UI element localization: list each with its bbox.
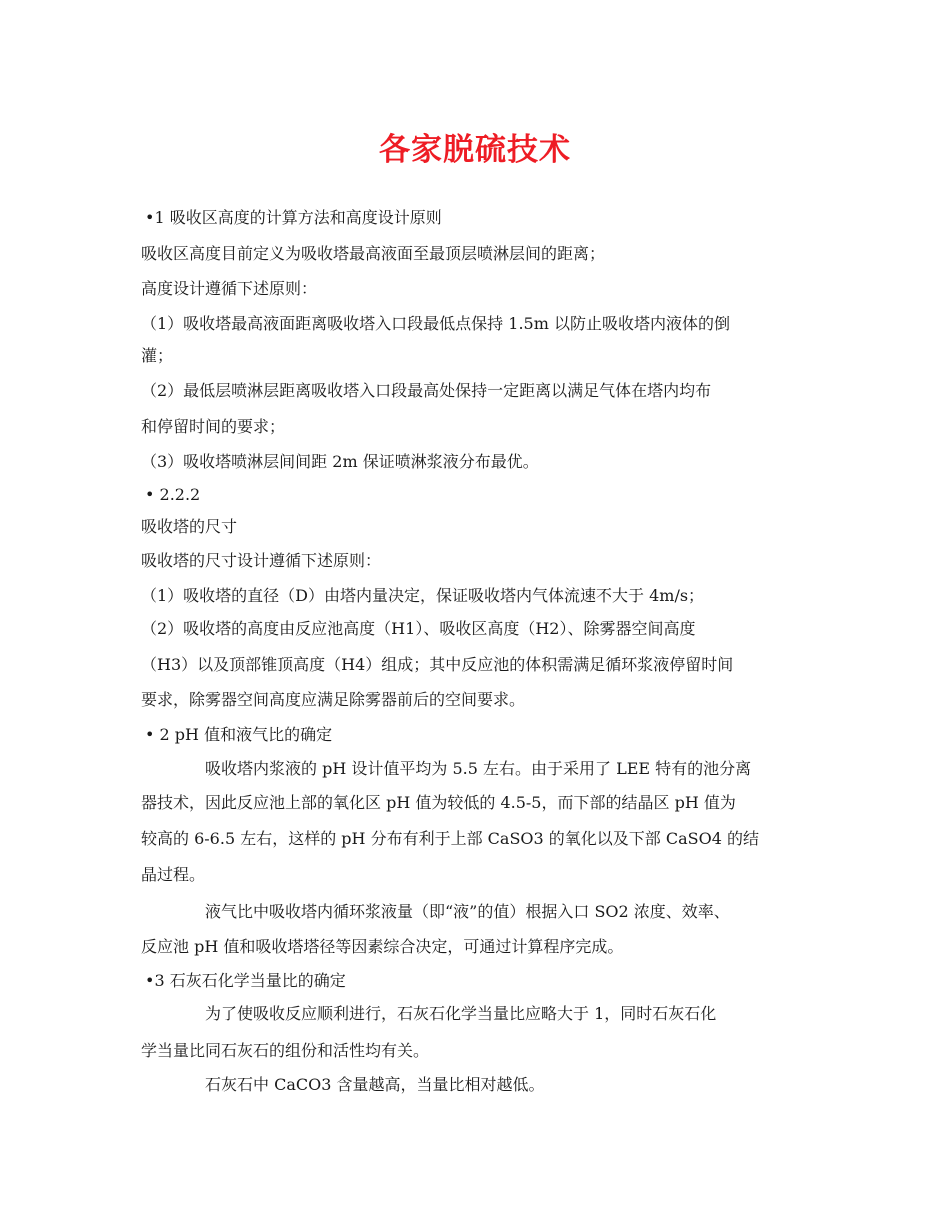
paragraph-line: 反应池 pH 值和吸收塔塔径等因素综合决定，可通过计算程序完成。 <box>141 937 624 956</box>
list-item-line: （2）最低层喷淋层距离吸收塔入口段最高处保持一定距离以满足气体在塔内均布 <box>141 381 712 400</box>
list-item-line: 灌； <box>141 346 174 365</box>
list-item-line: （2）吸收塔的高度由反应池高度（H1）、吸收区高度（H2）、除雾器空间高度 <box>141 619 696 638</box>
paragraph-line: 吸收塔的尺寸 <box>141 517 238 536</box>
paragraph-line: 吸收塔的尺寸设计遵循下述原则： <box>141 551 382 570</box>
paragraph-line: 吸收区高度目前定义为吸收塔最高液面至最顶层喷淋层间的距离； <box>141 244 606 263</box>
section-heading-1: •1 吸收区高度的计算方法和高度设计原则 <box>145 208 442 227</box>
list-item-line: 要求，除雾器空间高度应满足除雾器前后的空间要求。 <box>141 690 526 709</box>
paragraph-line: 晶过程。 <box>141 865 206 884</box>
paragraph-line: 吸收塔内浆液的 pH 设计值平均为 5.5 左右。由于采用了 LEE 特有的池分离 <box>205 759 752 778</box>
section-heading-4: •3 石灰石化学当量比的确定 <box>145 971 346 990</box>
document-title: 各家脱硫技术 <box>379 132 571 168</box>
list-item-line: （H3）以及顶部锥顶高度（H4）组成；其中反应池的体积需满足循环浆液停留时间 <box>141 655 734 674</box>
paragraph-line: 学当量比同石灰石的组份和活性均有关。 <box>141 1041 430 1060</box>
paragraph-line: 石灰石中 CaCO3 含量越高，当量比相对越低。 <box>205 1075 545 1094</box>
paragraph-line: 较高的 6-6.5 左右，这样的 pH 分布有利于上部 CaSO3 的氧化以及下部 CaSO4 的结 <box>141 829 759 848</box>
section-heading-2: • 2.2.2 <box>145 485 201 504</box>
list-item-line: 和停留时间的要求； <box>141 417 286 436</box>
paragraph-line: 液气比中吸收塔内循环浆液量（即“液”的值）根据入口 SO2 浓度、效率、 <box>205 902 730 921</box>
paragraph-line: 高度设计遵循下述原则： <box>141 279 318 298</box>
list-item-line: （3）吸收塔喷淋层间间距 2m 保证喷淋浆液分布最优。 <box>141 452 539 471</box>
paragraph-line: 器技术，因此反应池上部的氧化区 pH 值为较低的 4.5-5，而下部的结晶区 pH 值为 <box>141 793 736 812</box>
list-item-line: （1）吸收塔的直径（D）由塔内量决定，保证吸收塔内气体流速不大于 4m/s； <box>141 586 705 605</box>
list-item-line: （1）吸收塔最高液面距离吸收塔入口段最低点保持 1.5m 以防止吸收塔内液体的倒 <box>141 314 730 333</box>
paragraph-line: 为了使吸收反应顺利进行，石灰石化学当量比应略大于 1，同时石灰石化 <box>205 1004 717 1023</box>
section-heading-3: • 2 pH 值和液气比的确定 <box>145 725 333 744</box>
